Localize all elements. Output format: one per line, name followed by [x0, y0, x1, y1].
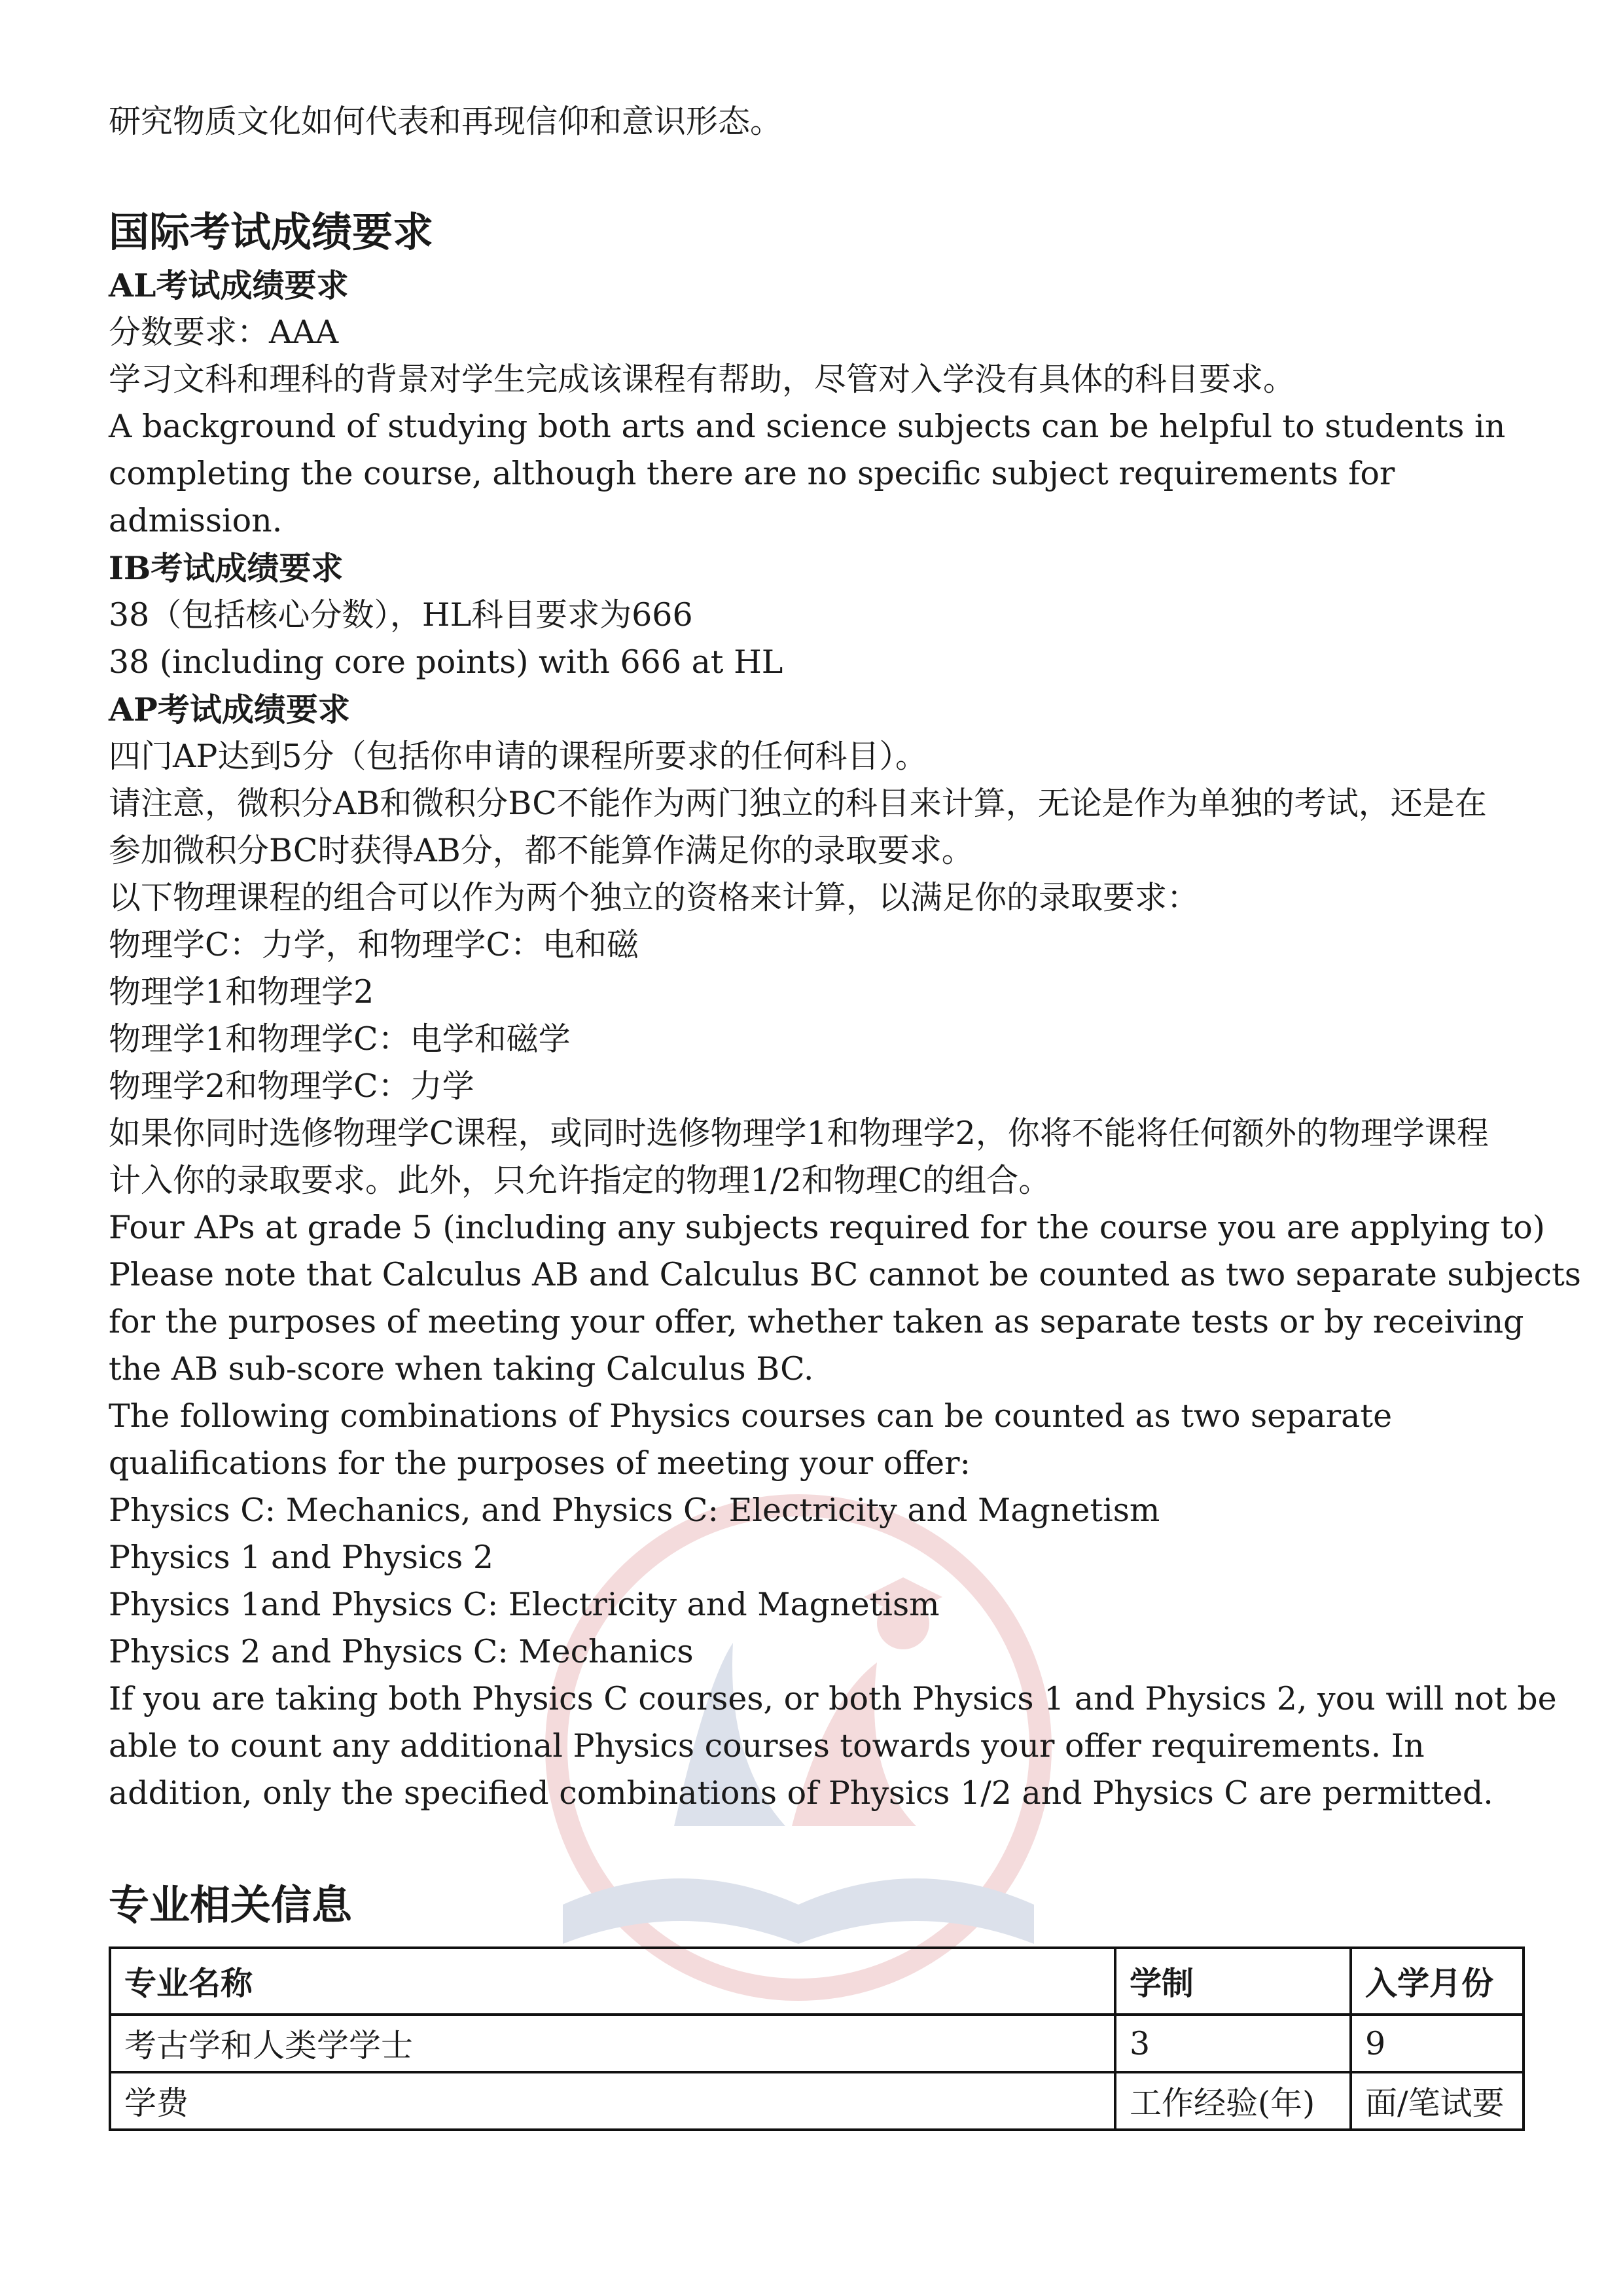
- ib-line: 38 (including core points) with 666 at HL: [109, 643, 783, 681]
- al-line: A background of studying both arts and science subjects can be helpful to students in: [109, 408, 1506, 445]
- intl-requirements-section: [109, 203, 1581, 1817]
- ap-line: 计入你的录取要求。此外，只允许指定的物理1/2和物理C的组合。: [109, 1162, 1051, 1199]
- program-info-table: [109, 1946, 1525, 2131]
- table-cell: 考古学和人类学学士: [110, 2015, 1115, 2072]
- table-row: [110, 2072, 1524, 2130]
- ap-line: Physics C: Mechanics, and Physics C: Electricity and Magnetism: [109, 1492, 1160, 1529]
- table-cell: 学费: [110, 2072, 1115, 2130]
- ib-heading: IB考试成绩要求: [109, 549, 344, 587]
- table-cell: 工作经验(年): [1115, 2072, 1351, 2130]
- al-line: 学习文科和理科的背景对学生完成该课程有帮助，尽管对入学没有具体的科目要求。: [109, 361, 1296, 398]
- ap-line: Please note that Calculus AB and Calculus BC cannot be counted as two separate subjects: [109, 1256, 1581, 1293]
- header-cell-program-name: 专业名称: [110, 1948, 1115, 2015]
- ap-line: able to count any additional Physics courses towards your offer requirements. In: [109, 1727, 1425, 1765]
- ap-line: Four APs at grade 5 (including any subjects required for the course you are applying to): [109, 1209, 1545, 1246]
- ap-line: 四门AP达到5分（包括你申请的课程所要求的任何科目）。: [109, 738, 928, 775]
- ap-line: qualifications for the purposes of meeting your offer:: [109, 1444, 971, 1482]
- header-cell-intake-month: 入学月份: [1351, 1948, 1524, 2015]
- ib-line: 38（包括核心分数），HL科目要求为666: [109, 596, 693, 634]
- table-header-row: [110, 1948, 1524, 2015]
- ap-line: 物理学1和物理学2: [109, 973, 374, 1011]
- ap-line: 请注意，微积分AB和微积分BC不能作为两门独立的科目来计算，无论是作为单独的考试，还是在: [109, 785, 1487, 822]
- table-cell: 面/笔试要: [1351, 2072, 1524, 2130]
- ap-line: 以下物理课程的组合可以作为两个独立的资格来计算，以满足你的录取要求：: [109, 879, 1200, 916]
- ap-line: for the purposes of meeting your offer, whether taken as separate tests or by receiving: [109, 1303, 1524, 1340]
- ap-line: Physics 2 and Physics C: Mechanics: [109, 1633, 694, 1670]
- intl-requirements-title: 国际考试成绩要求: [109, 208, 434, 256]
- ap-line: If you are taking both Physics C courses, or both Physics 1 and Physics 2, you will not be: [109, 1680, 1557, 1717]
- ap-line: 如果你同时选修物理学C课程，或同时选修物理学1和物理学2，你将不能将任何额外的物理学课程: [109, 1115, 1489, 1152]
- ap-line: addition, only the specified combinations of Physics 1/2 and Physics C are permitted.: [109, 1774, 1493, 1812]
- program-info-title: 专业相关信息: [109, 1881, 353, 1929]
- table-cell: 3: [1115, 2015, 1351, 2072]
- table-row: [110, 2015, 1524, 2072]
- ap-line: 物理学C：力学，和物理学C：电和磁: [109, 926, 639, 963]
- ap-line: the AB sub-score when taking Calculus BC.: [109, 1350, 814, 1388]
- al-heading: AL考试成绩要求: [109, 266, 349, 304]
- al-line: 分数要求：AAA: [109, 314, 339, 351]
- al-line: completing the course, although there are no specific subject requirements for: [109, 455, 1395, 492]
- intro-text: 研究物质文化如何代表和再现信仰和意识形态。: [109, 103, 783, 140]
- ap-line: Physics 1 and Physics 2: [109, 1539, 494, 1576]
- ap-heading: AP考试成绩要求: [109, 691, 350, 728]
- ap-line: 物理学1和物理学C：电学和磁学: [109, 1020, 571, 1058]
- ap-line: 参加微积分BC时获得AB分，都不能算作满足你的录取要求。: [109, 832, 974, 869]
- document-page: [109, 98, 1581, 2131]
- section-spacer: [109, 1817, 1522, 1876]
- table-cell: 9: [1351, 2015, 1524, 2072]
- header-cell-duration: 学制: [1115, 1948, 1351, 2015]
- ap-line: The following combinations of Physics courses can be counted as two separate: [109, 1397, 1393, 1435]
- ap-line: 物理学2和物理学C：力学: [109, 1067, 474, 1105]
- program-info-section: [109, 1876, 1522, 2131]
- al-line: admission.: [109, 502, 283, 539]
- ap-line: Physics 1and Physics C: Electricity and Magnetism: [109, 1586, 940, 1623]
